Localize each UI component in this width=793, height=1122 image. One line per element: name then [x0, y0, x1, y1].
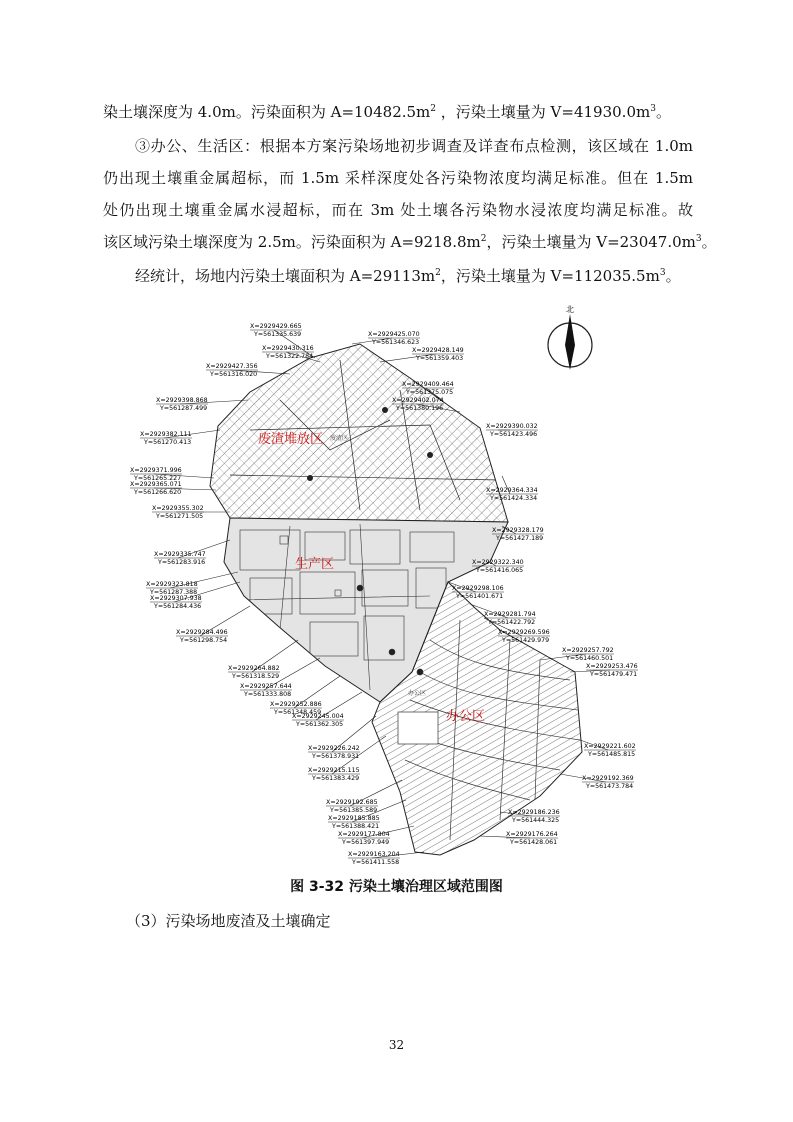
- coordinate-x: X=2929402.074: [392, 397, 444, 404]
- text: 。: [701, 233, 717, 251]
- coordinate-x: X=2929398.868: [156, 397, 208, 404]
- coordinate-x: X=2929365.071: [130, 481, 182, 488]
- coordinate-x: X=2929245.004: [292, 713, 344, 720]
- coordinate-y: Y=561322.784: [266, 353, 314, 360]
- coordinate-x: X=2929257.644: [240, 683, 292, 690]
- zone-label-office: 办公区: [446, 709, 486, 724]
- coordinate-x: X=2929371.996: [130, 467, 182, 474]
- coordinate-x: X=2929323.818: [146, 581, 198, 588]
- coordinate-y: Y=561333.808: [244, 691, 292, 698]
- coordinate-x: X=2929307.938: [150, 595, 202, 602]
- coordinate-x: X=2929382.111: [140, 431, 192, 438]
- coordinate-x: X=2929192.685: [326, 799, 378, 806]
- coordinate-y: Y=561429.979: [502, 637, 550, 644]
- coordinate-y: Y=561335.639: [254, 331, 302, 338]
- text: 仍出现土壤重金属超标，而 1.5m 采样深度处各污染物浓度均满足标准。但在 1.5m: [103, 169, 693, 187]
- figure-caption: 图 3-32 污染土壤治理区域范围图: [290, 879, 503, 895]
- text: 染土壤深度为 4.0m。污染面积为 A=10482.5m: [103, 103, 431, 121]
- coordinate-x: X=2929177.804: [338, 831, 390, 838]
- coordinate-y: Y=561298.754: [180, 637, 228, 644]
- coordinate-x: X=2929185.885: [328, 815, 380, 822]
- coordinate-y: Y=561423.496: [490, 431, 538, 438]
- coordinate-y: Y=561473.784: [586, 783, 634, 790]
- superscript: 2: [435, 268, 441, 278]
- superscript: 3: [695, 234, 702, 244]
- coordinate-x: X=2929425.070: [368, 331, 420, 338]
- zone-label-waste: 废渣堆放区: [258, 432, 324, 447]
- coordinate-x: X=2929163.204: [348, 851, 400, 858]
- coordinate-y: Y=561411.558: [352, 859, 400, 866]
- coordinate-y: Y=561271.505: [156, 513, 204, 520]
- text: ③办公、生活区：根据本方案污染场地初步调查及详查布点检测，该区域在 1.0m: [135, 137, 693, 155]
- coordinate-x: X=2929226.242: [308, 745, 360, 752]
- coordinate-y: Y=561287.499: [160, 405, 208, 412]
- coordinate-x: X=2929429.665: [250, 323, 302, 330]
- text: ，污染土壤量为 V=41930.0m: [436, 103, 651, 121]
- coordinate-y: Y=561318.529: [232, 673, 280, 680]
- coordinate-x: X=2929252.886: [270, 701, 322, 708]
- coordinate-y: Y=561460.501: [566, 655, 614, 662]
- text: 。: [665, 267, 681, 285]
- coordinate-y: Y=561428.061: [510, 839, 558, 846]
- coordinate-y: Y=561287.388: [150, 589, 198, 596]
- paragraph-office-line-3: [103, 194, 693, 226]
- coordinate-y: Y=561375.075: [406, 389, 454, 396]
- superscript: 3: [650, 104, 656, 114]
- coordinate-x: X=2929335.747: [154, 551, 206, 558]
- paragraph-office-line-2: [103, 162, 693, 194]
- text: ，污染土壤量为 V=112035.5m: [440, 267, 660, 285]
- zone-label-office-small: 办公区: [408, 690, 427, 697]
- zone-label-waste-small: 废渣区: [330, 435, 349, 442]
- coordinate-y: Y=561346.623: [372, 339, 420, 346]
- coordinate-x: X=2929192.369: [582, 775, 634, 782]
- coordinate-y: Y=561265.227: [134, 475, 182, 482]
- coordinate-y: Y=561284.436: [154, 603, 202, 610]
- coordinate-y: Y=561397.949: [342, 839, 390, 846]
- superscript: 3: [659, 268, 666, 278]
- coordinate-x: X=2929221.602: [584, 743, 636, 750]
- coordinate-x: X=2929328.179: [492, 527, 544, 534]
- text: 。: [655, 103, 671, 121]
- north-label: 北: [566, 305, 574, 314]
- coordinate-y: Y=561444.325: [512, 817, 560, 824]
- coordinate-y: Y=561270.413: [144, 439, 192, 446]
- coordinate-x: X=2929264.882: [228, 665, 280, 672]
- superscript: 2: [480, 234, 487, 244]
- coordinate-x: X=2929427.356: [206, 363, 258, 370]
- coordinate-x: X=2929322.340: [472, 559, 524, 566]
- coordinate-y: Y=561316.020: [210, 371, 258, 378]
- section-subheading: （3）污染场地废渣及土壤确定: [126, 912, 331, 930]
- coordinate-y: Y=561348.459: [274, 709, 322, 716]
- coordinate-y: Y=561380.196: [396, 405, 444, 412]
- zone-label-production: 生产区: [295, 557, 335, 572]
- coordinate-x: X=2929253.476: [586, 663, 638, 670]
- paragraph-depth-line: [103, 96, 693, 128]
- text: 该区域污染土壤深度为 2.5m。污染面积为 A=9218.8m: [103, 233, 481, 251]
- coordinate-x: X=2929281.794: [484, 611, 536, 618]
- coordinate-x: X=2929390.032: [486, 423, 538, 430]
- coordinate-x: X=2929186.236: [508, 809, 560, 816]
- coordinate-y: Y=561362.305: [296, 721, 344, 728]
- coordinate-y: Y=561266.620: [134, 489, 182, 496]
- text: 处仍出现土壤重金属水浸超标，而在 3m 处土壤各污染物水浸浓度均满足标准。故: [103, 201, 693, 219]
- coordinate-x: X=2929355.302: [152, 505, 204, 512]
- coordinate-y: Y=561424.334: [490, 495, 538, 502]
- coordinate-x: X=2929298.106: [452, 585, 504, 592]
- superscript: 2: [430, 104, 437, 114]
- coordinate-x: X=2929430.316: [262, 345, 314, 352]
- coordinate-x: X=2929215.115: [308, 767, 360, 774]
- coordinate-y: Y=561427.189: [496, 535, 544, 542]
- text: 经统计，场地内污染土壤面积为 A=29113m: [135, 267, 436, 285]
- north-arrow-icon: [548, 304, 592, 370]
- coordinate-x: X=2929428.149: [412, 347, 464, 354]
- paragraph-total: [135, 260, 693, 292]
- coordinate-x: X=2929409.464: [402, 381, 454, 388]
- coordinate-x: X=2929257.792: [562, 647, 614, 654]
- coordinate-y: Y=561388.421: [332, 823, 380, 830]
- coordinate-y: Y=561378.931: [312, 753, 360, 760]
- page-number: 32: [388, 1038, 405, 1052]
- coordinate-x: X=2929176.264: [506, 831, 558, 838]
- coordinate-y: Y=561416.065: [476, 567, 524, 574]
- coordinate-y: Y=561485.815: [588, 751, 636, 758]
- coordinate-y: Y=561401.671: [456, 593, 504, 600]
- coordinate-y: Y=561359.403: [416, 355, 464, 362]
- coordinate-y: Y=561383.429: [312, 775, 360, 782]
- paragraph-office-line-4: [103, 226, 717, 258]
- coordinate-y: Y=561283.916: [158, 559, 206, 566]
- coordinate-x: X=2929284.496: [176, 629, 228, 636]
- site-map-figure: [130, 300, 650, 870]
- coordinate-x: X=2929269.596: [498, 629, 550, 636]
- coordinate-x: X=2929364.334: [486, 487, 538, 494]
- coordinate-y: Y=561479.471: [590, 671, 638, 678]
- paragraph-office-line-1: [135, 130, 693, 162]
- coordinate-y: Y=561385.589: [330, 807, 378, 814]
- coordinate-y: Y=561422.792: [488, 619, 536, 626]
- text: ，污染土壤量为 V=23047.0m: [486, 233, 696, 251]
